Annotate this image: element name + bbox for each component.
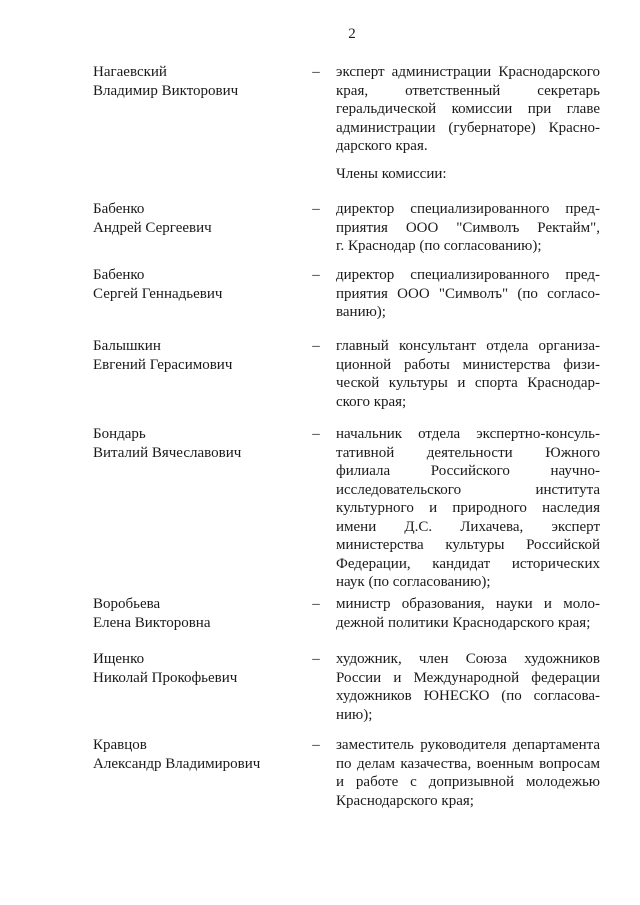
person-given-names: Евгений Герасимович: [93, 356, 233, 373]
role-line: заместитель руководителя департамента: [336, 737, 600, 753]
role-line: министр образования, науки и моло-: [336, 596, 600, 612]
person-surname: Воробьева: [93, 596, 161, 612]
role-line: главный консультант отдела организа-: [336, 338, 600, 354]
person-role: [336, 63, 600, 156]
person-given-names: Сергей Геннадьевич: [93, 285, 223, 302]
role-line: России и Международной федерации: [336, 669, 600, 686]
person-given-names: Николай Прокофьевич: [93, 669, 238, 686]
person-name: [93, 63, 303, 100]
role-line: края, ответственный секретарь: [336, 82, 600, 99]
person-given-names: Александр Владимирович: [93, 755, 261, 772]
role-line: эксперт администрации Краснодарского: [336, 64, 600, 80]
person-name: [93, 337, 303, 374]
role-line: г. Краснодар (по согласованию);: [336, 238, 542, 254]
members-heading: Члены комиссии:: [336, 166, 447, 182]
person-surname: Бабенко: [93, 267, 145, 283]
separator-dash: –: [312, 596, 320, 612]
role-line: геральдической комиссии при главе: [336, 101, 600, 117]
person-given-names: Виталий Вячеславович: [93, 444, 242, 461]
role-line: Федерации, кандидат исторических: [336, 555, 600, 572]
role-line: нию);: [336, 706, 373, 723]
role-line: тативной деятельности Южного: [336, 444, 600, 461]
page-number: 2: [348, 26, 356, 42]
separator-dash: –: [312, 201, 320, 217]
role-line: исследовательского института: [336, 481, 600, 498]
role-line: директор специализированного пред-: [336, 201, 600, 217]
separator-dash: –: [312, 338, 320, 354]
person-role: [336, 337, 600, 411]
role-line: дарского края.: [336, 138, 428, 154]
person-surname: Бондарь: [93, 426, 146, 442]
person-given-names: Владимир Викторович: [93, 82, 239, 99]
role-line: культурного и природного наследия: [336, 500, 600, 516]
person-surname: Нагаевский: [93, 64, 167, 80]
person-name: [93, 200, 303, 237]
separator-dash: –: [312, 737, 320, 753]
role-line: дежной политики Краснодарского края;: [336, 614, 591, 631]
separator-dash: –: [312, 64, 320, 80]
person-surname: Кравцов: [93, 737, 147, 753]
person-role: [336, 595, 600, 632]
person-given-names: Андрей Сергеевич: [93, 219, 212, 236]
separator-dash: –: [312, 267, 320, 283]
role-line: начальник отдела экспертно-консуль-: [336, 426, 600, 442]
role-line: министерства культуры Российской: [336, 537, 600, 553]
role-line: приятия ООО "Символъ Ректайм",: [336, 219, 600, 236]
person-surname: Бабенко: [93, 201, 145, 217]
role-line: ционной работы министерства физи-: [336, 356, 600, 373]
role-line: имени Д.С. Лихачева, эксперт: [336, 518, 600, 535]
role-line: по делам казачества, военным вопросам: [336, 755, 600, 772]
role-line: ского края;: [336, 393, 407, 410]
person-name: [93, 266, 303, 303]
role-line: Краснодарского края;: [336, 792, 474, 809]
role-line: художников ЮНЕСКО (по согласова-: [336, 688, 600, 704]
role-line: ванию);: [336, 304, 386, 320]
person-name: [93, 736, 303, 773]
separator-dash: –: [312, 426, 320, 442]
person-role: [336, 266, 600, 322]
person-given-names: Елена Викторовна: [93, 614, 211, 631]
separator-dash: –: [312, 651, 320, 667]
role-line: и работе с допризывной молодежью: [336, 774, 600, 790]
role-line: приятия ООО "Символъ" (по согласо-: [336, 285, 600, 302]
role-line: ческой культуры и спорта Краснодар-: [336, 375, 600, 391]
person-name: [93, 650, 303, 687]
person-name: [93, 425, 303, 462]
role-line: наук (по согласованию);: [336, 574, 491, 590]
person-surname: Ищенко: [93, 651, 145, 667]
role-line: филиала Российского научно-: [336, 463, 600, 479]
role-line: директор специализированного пред-: [336, 267, 600, 283]
person-role: [336, 425, 600, 592]
person-name: [93, 595, 303, 632]
person-role: [336, 200, 600, 256]
role-line: художник, член Союза художников: [336, 651, 600, 667]
role-line: администрации (губернаторе) Красно-: [336, 119, 600, 136]
person-surname: Балышкин: [93, 338, 161, 354]
person-role: [336, 736, 600, 810]
person-role: [336, 650, 600, 724]
